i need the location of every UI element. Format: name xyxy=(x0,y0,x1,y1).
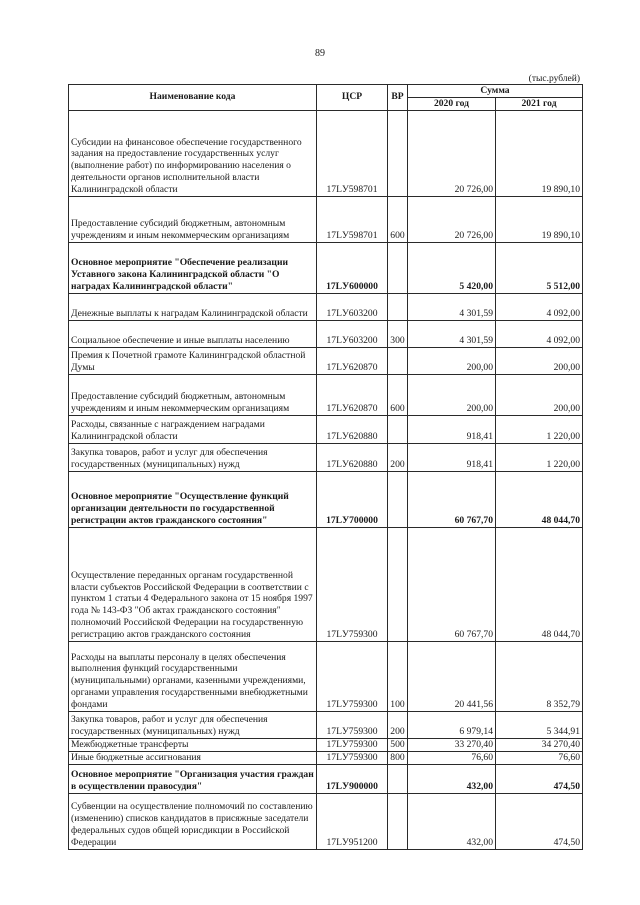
row-csr: 17LУ598701 xyxy=(317,110,388,196)
row-name: Расходы на выплаты персоналу в целях обеспечения выполнения функций государственными (муниципальными) органами, казенными учреждениями, органами управления государственными внебюджетными фондами xyxy=(69,641,317,711)
row-2020: 5 420,00 xyxy=(408,242,496,293)
row-2020: 432,00 xyxy=(408,793,496,849)
row-2021: 48 044,70 xyxy=(496,527,583,641)
table-row xyxy=(69,751,583,764)
row-name: Осуществление переданных органам государственной власти субъектов Российской Федерации в соответствии с пунктом 1 статьи 4 Федерального закона от 15 ноября 1997 года № 143-ФЗ "Об актах гражданского состояния" полномочий Российской Федерации на государственную регистрацию актов гражданского состояния xyxy=(69,527,317,641)
row-2020: 20 726,00 xyxy=(408,196,496,242)
row-2020: 76,60 xyxy=(408,751,496,764)
row-2021: 200,00 xyxy=(496,374,583,415)
header-year-2021: 2021 год xyxy=(496,97,583,110)
row-csr: 17LУ759300 xyxy=(317,751,388,764)
row-csr: 17LУ951200 xyxy=(317,793,388,849)
header-sum: Сумма xyxy=(408,85,583,98)
row-vr xyxy=(388,527,408,641)
row-vr: 500 xyxy=(388,738,408,751)
header-year-2020: 2020 год xyxy=(408,97,496,110)
row-csr: 17LУ603200 xyxy=(317,293,388,320)
row-2020: 60 767,70 xyxy=(408,471,496,527)
row-vr xyxy=(388,764,408,793)
row-2021: 5 344,91 xyxy=(496,711,583,738)
row-csr: 17LУ598701 xyxy=(317,196,388,242)
table-row xyxy=(69,764,583,793)
row-2021: 1 220,00 xyxy=(496,443,583,471)
row-name: Денежные выплаты к наградам Калининградской области xyxy=(69,293,317,320)
row-name: Основное мероприятие "Организация участия граждан в осуществлении правосудия" xyxy=(69,764,317,793)
table-row xyxy=(69,527,583,641)
row-vr xyxy=(388,347,408,374)
row-2020: 432,00 xyxy=(408,764,496,793)
table-row xyxy=(69,738,583,751)
row-name: Иные бюджетные ассигнования xyxy=(69,751,317,764)
row-name: Субсидии на финансовое обеспечение государственного задания на предоставление государственных услуг (выполнение работ) по информированию населения о деятельности органов исполнительной власти Калининградской области xyxy=(69,110,317,196)
row-2021: 34 270,40 xyxy=(496,738,583,751)
row-2021: 4 092,00 xyxy=(496,293,583,320)
row-vr: 100 xyxy=(388,641,408,711)
row-vr xyxy=(388,242,408,293)
row-2020: 918,41 xyxy=(408,415,496,443)
table-row xyxy=(69,374,583,415)
row-2020: 4 301,59 xyxy=(408,293,496,320)
row-csr: 17LУ620880 xyxy=(317,443,388,471)
row-2020: 918,41 xyxy=(408,443,496,471)
row-name: Основное мероприятие "Обеспечение реализации Уставного закона Калининградской области "О наградах Калининградской области" xyxy=(69,242,317,293)
table-row xyxy=(69,196,583,242)
table-row xyxy=(69,320,583,347)
row-2021: 5 512,00 xyxy=(496,242,583,293)
row-csr: 17LУ603200 xyxy=(317,320,388,347)
row-vr: 600 xyxy=(388,374,408,415)
row-vr xyxy=(388,471,408,527)
row-2021: 474,50 xyxy=(496,793,583,849)
row-2020: 33 270,40 xyxy=(408,738,496,751)
table-row xyxy=(69,641,583,711)
table-row xyxy=(69,443,583,471)
row-vr: 200 xyxy=(388,443,408,471)
row-2021: 1 220,00 xyxy=(496,415,583,443)
row-2020: 200,00 xyxy=(408,374,496,415)
table-row xyxy=(69,711,583,738)
row-csr: 17LУ759300 xyxy=(317,738,388,751)
table-row xyxy=(69,110,583,196)
row-2021: 474,50 xyxy=(496,764,583,793)
row-csr: 17LУ620870 xyxy=(317,374,388,415)
page-number: 89 xyxy=(315,48,325,59)
table-row xyxy=(69,415,583,443)
row-name: Субвенции на осуществление полномочий по составлению (изменению) списков кандидатов в присяжные заседатели федеральных судов общей юрисдикции в Российской Федерации xyxy=(69,793,317,849)
row-csr: 17LУ900000 xyxy=(317,764,388,793)
table-row xyxy=(69,793,583,849)
row-name: Межбюджетные трансферты xyxy=(69,738,317,751)
header-name: Наименование кода xyxy=(69,85,317,111)
row-name: Предоставление субсидий бюджетным, автономным учреждениям и иным некоммерческим организациям xyxy=(69,374,317,415)
table-row xyxy=(69,293,583,320)
budget-table xyxy=(68,84,583,850)
row-csr: 17LУ620880 xyxy=(317,415,388,443)
row-name: Основное мероприятие "Осуществление функций организации деятельности по государственной регистрации актов гражданского состояния" xyxy=(69,471,317,527)
row-name: Премия к Почетной грамоте Калининградской областной Думы xyxy=(69,347,317,374)
row-2020: 60 767,70 xyxy=(408,527,496,641)
row-name: Закупка товаров, работ и услуг для обеспечения государственных (муниципальных) нужд xyxy=(69,711,317,738)
row-2020: 4 301,59 xyxy=(408,320,496,347)
row-csr: 17LУ700000 xyxy=(317,471,388,527)
row-2021: 200,00 xyxy=(496,347,583,374)
row-csr: 17LУ759300 xyxy=(317,711,388,738)
row-name: Расходы, связанные с награждением наградами Калининградской области xyxy=(69,415,317,443)
row-name: Предоставление субсидий бюджетным, автономным учреждениям и иным некоммерческим организациям xyxy=(69,196,317,242)
row-csr: 17LУ600000 xyxy=(317,242,388,293)
header-csr: ЦСР xyxy=(317,85,388,111)
row-vr xyxy=(388,415,408,443)
row-2021: 4 092,00 xyxy=(496,320,583,347)
row-2021: 19 890,10 xyxy=(496,110,583,196)
row-csr: 17LУ759300 xyxy=(317,641,388,711)
header-vr: ВР xyxy=(388,85,408,111)
row-name: Социальное обеспечение и иные выплаты населению xyxy=(69,320,317,347)
row-2020: 6 979,14 xyxy=(408,711,496,738)
row-vr: 200 xyxy=(388,711,408,738)
row-vr: 800 xyxy=(388,751,408,764)
row-2021: 8 352,79 xyxy=(496,641,583,711)
row-vr xyxy=(388,793,408,849)
row-name: Закупка товаров, работ и услуг для обеспечения государственных (муниципальных) нужд xyxy=(69,443,317,471)
row-csr: 17LУ620870 xyxy=(317,347,388,374)
units-label: (тыс.рублей) xyxy=(528,74,580,84)
row-2020: 20 441,56 xyxy=(408,641,496,711)
row-vr: 300 xyxy=(388,320,408,347)
table-row xyxy=(69,242,583,293)
row-2020: 200,00 xyxy=(408,347,496,374)
row-2021: 76,60 xyxy=(496,751,583,764)
row-2021: 48 044,70 xyxy=(496,471,583,527)
row-2021: 19 890,10 xyxy=(496,196,583,242)
row-2020: 20 726,00 xyxy=(408,110,496,196)
row-csr: 17LУ759300 xyxy=(317,527,388,641)
table-row xyxy=(69,471,583,527)
row-vr xyxy=(388,293,408,320)
row-vr: 600 xyxy=(388,196,408,242)
row-vr xyxy=(388,110,408,196)
table-row xyxy=(69,347,583,374)
